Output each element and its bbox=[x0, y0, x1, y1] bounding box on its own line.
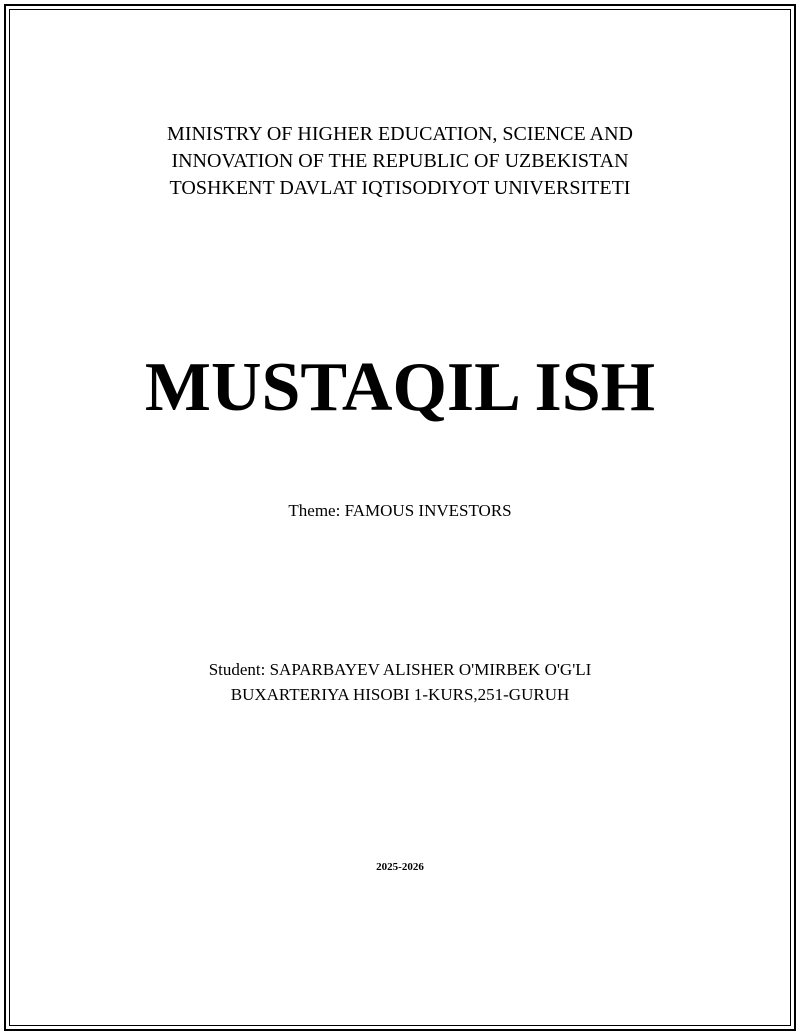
header-line-2: INNOVATION OF THE REPUBLIC OF UZBEKISTAN bbox=[171, 150, 629, 172]
theme-label: Theme: bbox=[288, 501, 345, 520]
student-name: Student: SAPARBAYEV ALISHER O'MIRBEK O'G'LI bbox=[208, 660, 592, 679]
header-line-1: MINISTRY OF HIGHER EDUCATION, SCIENCE AND bbox=[167, 123, 633, 145]
student-info bbox=[0, 657, 800, 707]
student-group: BUXARTERIYA HISOBI 1-KURS,251-GURUH bbox=[230, 685, 570, 704]
theme-value: FAMOUS INVESTORS bbox=[344, 501, 512, 520]
academic-year: 2025-2026 bbox=[376, 861, 424, 873]
header-line-3: TOSHKENT DAVLAT IQTISODIYOT UNIVERSITETI bbox=[169, 177, 631, 199]
theme-line bbox=[0, 500, 800, 522]
institution-header bbox=[0, 121, 800, 202]
document-title: MUSTAQIL ISH bbox=[144, 349, 656, 426]
